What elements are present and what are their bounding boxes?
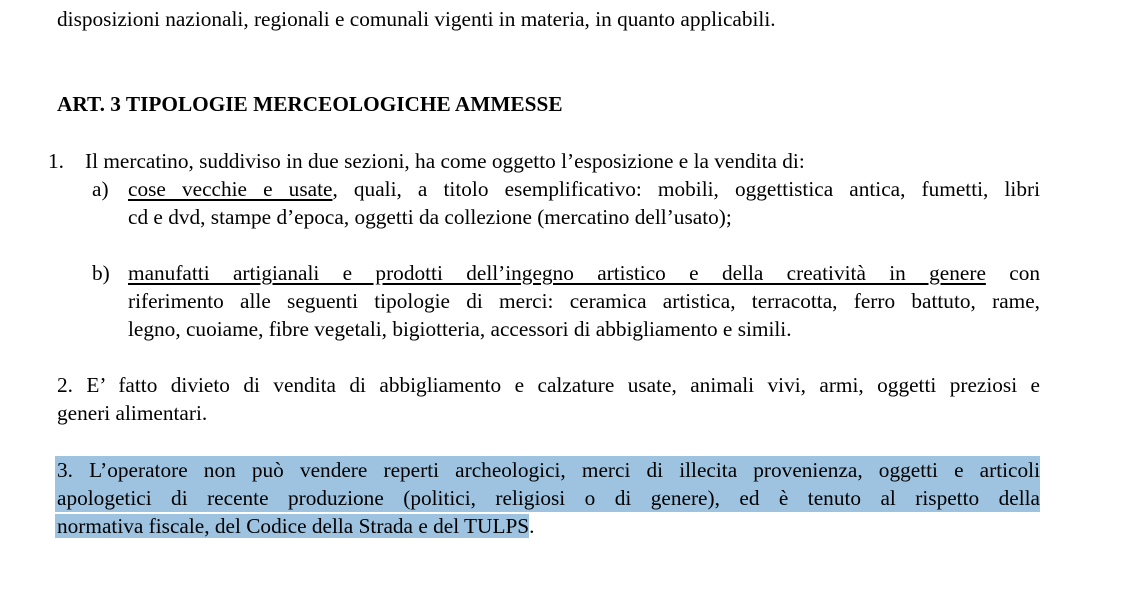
article-heading [57,90,563,118]
paragraph-3-line1-text: 3. L’operatore non può vendere reperti archeologici, merci di illecita provenienza, oggetti e articoli [57,458,1040,482]
sub-item-a-label-text: a) [92,177,109,201]
sub-item-b-line2 [128,287,1040,315]
paragraph-3-line1-selected[interactable] [55,456,1040,484]
list-item-1-number [48,147,64,175]
paragraph-3-line3-rest: . [529,514,535,538]
previous-paragraph-tail [57,5,776,33]
sub-item-b-line2-text: riferimento alle seguenti tipologie di merci: ceramica artistica, terracotta, ferro battuto, rame, [128,289,1040,313]
paragraph-3-line3 [55,512,534,540]
sub-item-a-line1 [128,175,1040,203]
paragraph-3-line3-selected[interactable]: normativa fiscale, del Codice della Strada e del TULPS [57,514,530,538]
paragraph-3-line2-text: apologetici di recente produzione (politici, religiosi o di genere), ed è tenuto al rispetto della [57,486,1040,510]
sub-item-a-line1-rest: , quali, a titolo esemplificativo: mobili, oggettistica antica, fumetti, libri [332,177,1040,201]
sub-item-b-line1-rest: con [1009,261,1040,285]
list-item-1-text-content: Il mercatino, suddiviso in due sezioni, ha come oggetto l’esposizione e la vendita di: [85,149,805,173]
sub-item-b-line3-text: legno, cuoiame, fibre vegetali, bigiotteria, accessori di abbigliamento e simili. [128,317,792,341]
sub-item-b-line3 [128,315,792,343]
paragraph-2-line2 [57,399,207,427]
sub-item-b-label-text: b) [92,261,110,285]
paragraph-2-line1 [57,371,1040,399]
list-item-1-text [85,147,805,175]
paragraph-2-line2-text: generi alimentari. [57,401,208,425]
paragraph-3-line2-selected[interactable] [55,484,1040,512]
article-heading-text: ART. 3 TIPOLOGIE MERCEOLOGICHE AMMESSE [57,92,563,116]
sub-item-a-label [92,175,109,203]
list-item-1-number-text: 1. [48,149,64,173]
sub-item-a-underlined: cose vecchie e usate [128,177,333,201]
paragraph-2-line1-text: 2. E’ fatto divieto di vendita di abbigliamento e calzature usate, animali vivi, armi, oggetti preziosi e [57,373,1040,397]
sub-item-b-underlined: manufatti artigianali e prodotti dell’ingegno artistico e della creatività in genere [128,261,986,285]
sub-item-b-line1 [128,259,1040,287]
sub-item-a-line2-text: cd e dvd, stampe d’epoca, oggetti da collezione (mercatino dell’usato); [128,205,732,229]
sub-item-a-line2 [128,203,732,231]
sub-item-b-label [92,259,110,287]
previous-paragraph-text: disposizioni nazionali, regionali e comunali vigenti in materia, in quanto applicabili. [57,7,776,31]
